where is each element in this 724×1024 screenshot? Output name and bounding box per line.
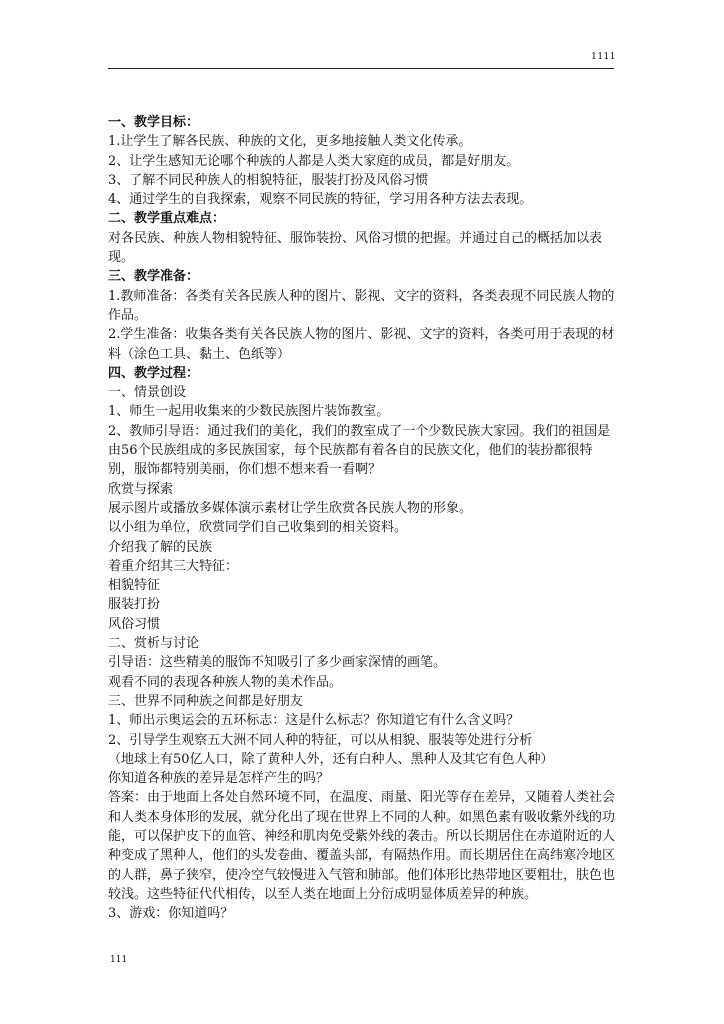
text-line: 观看不同的表现各种族人物的美术作品。 — [108, 674, 343, 690]
text-line: 介绍我了解的民族 — [108, 539, 213, 555]
text-line: 1、师出示奥运会的五环标志：这是什么标志？你知道它有什么含义吗？ — [108, 713, 520, 729]
header-page-number: 1111 — [591, 52, 616, 62]
text-line: 1、师生一起用收集来的少数民族图片装饰教室。 — [108, 404, 390, 420]
section-heading: 三、教学准备： — [108, 269, 200, 285]
text-line: 2、引导学生观察五大洲不同人种的特征，可以从相貌、服装等处进行分析 — [108, 732, 533, 748]
text-line: 三、世界不同种族之间都是好朋友 — [108, 693, 304, 709]
text-line: 2.学生准备：收集各类有关各民族人物的图片、影视、文字的资料，各类可用于表现的材料（涂色工具、黏土、色纸等） — [108, 327, 615, 362]
text-line: 欣赏与探索 — [108, 481, 174, 497]
text-line: 3、了解不同民种族人的相貌特征，服装打扮及风俗习惯 — [108, 172, 429, 188]
section-heading: 四、教学过程： — [108, 365, 200, 381]
text-line: 你知道各种族的差异是怎样产生的吗？ — [108, 771, 330, 787]
text-line: 展示图片或播放多媒体演示素材让学生欣赏各民族人物的形象。 — [108, 500, 473, 516]
text-line: 对各民族、种族人物相貌特征、服饰装扮、风俗习惯的把握。并通过自己的概括加以表现。 — [108, 230, 603, 266]
footer-page-number: 111 — [110, 955, 128, 965]
text-line: 服装打扮 — [108, 597, 161, 613]
text-line: 引导语：这些精美的服饰不知吸引了多少画家深情的画笔。 — [108, 655, 447, 671]
text-line: （地球上有50亿人口，除了黄种人外，还有白种人、黑种人及其它有色人种） — [108, 751, 554, 767]
section-heading: 二、教学重点难点： — [108, 211, 226, 227]
lesson-plan-body — [108, 113, 618, 923]
text-line: 3、游戏：你知道吗？ — [108, 906, 234, 922]
header-divider — [108, 68, 614, 69]
text-line: 着重介绍其三大特征： — [108, 558, 239, 574]
text-line: 风俗习惯 — [108, 616, 161, 632]
section-heading: 一、教学目标： — [108, 115, 200, 130]
text-line: 2、教师引导语：通过我们的美化，我们的教室成了一个少数民族大家园。我们的祖国是由56个民族组成的多民族国家，每个民族都有着各自的民族文化，他们的装扮都很特别，服饰都特别美丽，你们想不想来看一看啊？ — [108, 423, 611, 478]
text-line: 以小组为单位，欣赏同学们自己收集到的相关资料。 — [108, 520, 408, 536]
text-line: 二、赏析与讨论 — [108, 636, 200, 652]
text-line: 2、让学生感知无论哪个种族的人都是人类大家庭的成员，都是好朋友。 — [108, 153, 520, 169]
text-line: 1.让学生了解各民族、种族的文化，更多地接触人类文化传承。 — [108, 134, 472, 150]
text-line: 一、情景创设 — [108, 385, 187, 401]
text-line: 1.教师准备：各类有关各民族人种的图片、影视、文字的资料，各类表现不同民族人物的作品。 — [108, 288, 615, 323]
text-line: 答案：由于地面上各处自然环境不同，在温度、雨量、阳光等存在差异，又随着人类社会和人类本身体形的发展，就分化出了现在世界上不同的人种。如黑色素有吸收紫外线的功能，可以保护皮下的血管、神经和肌肉免受紫外线的袭击。所以长期居住在赤道附近的人种变成了黑种人，他们的头发卷曲、覆盖头部，有隔热作用。而长期居住在高纬寒冷地区的人群，鼻子狭窄，使冷空气较慢进入气管和肺部。他们体形比热带地区要粗壮，肤色也较浅。这些特征代代相传，以至人类在地面上分衍成明显体质差异的种族。 — [108, 790, 616, 902]
text-line: 4、通过学生的自我探索，观察不同民族的特征，学习用各种方法去表现。 — [108, 192, 533, 208]
text-line: 相貌特征 — [108, 578, 161, 594]
